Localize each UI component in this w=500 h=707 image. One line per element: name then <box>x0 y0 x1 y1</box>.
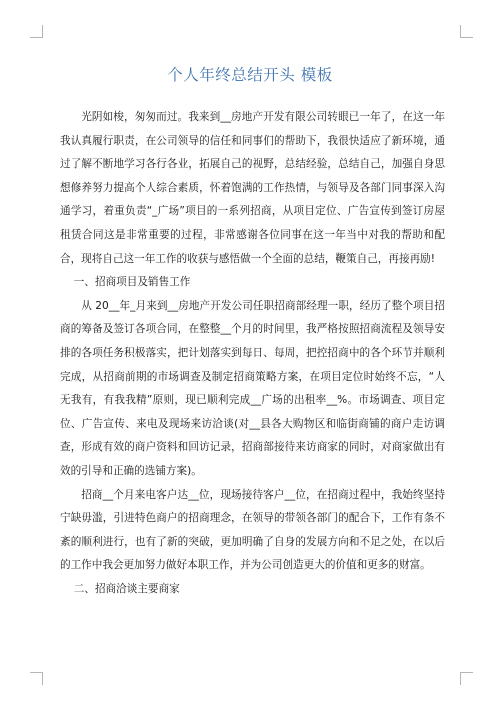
section-heading-1: 一、招商项目及销售工作 <box>73 276 191 289</box>
paragraph-intro: 光阴如梭，匆匆而过。我来到__房地产开发有限公司转眼已一年了，在这一年我认真履行职责，在公司领导的信任和同事们的帮助下，我很快适应了新环境，通过了解不断地学习各行各业，拓展自己的视野，总结经验，总结自己，加强自身思想修养努力提高个人综合素质，怀着饱满的工作热情，与领导及各部门同事深入沟通学习，着重负责“_广场”项目的一系列招商，从项目定位、广告宣传到签订房屋租赁合同这是非常重要的过程，非常感谢各位同事在这一年当中对我的帮助和配合，现将自己这一年工作的收获与感悟做一个全面的总结，鞭策自己，再接再励! <box>60 111 445 265</box>
document-body <box>60 106 445 601</box>
page-corner-mark-top-right <box>460 25 473 38</box>
page-corner-mark-top-left <box>30 25 43 38</box>
paragraph-section-1-body-1: 从 20__年_月来到__房地产开发公司任职招商部经理一职，经历了整个项目招商的筹备及签订各项合同，在整整__个月的时间里，我严格按照招商流程及领导安排的各项任务积极落实，把计划落实到每日、每周，把控招商中的各个环节并顺利完成，从招商前期的市场调查及制定招商策略方案，在项目定位时始终不忘，“人无我有，有我我精”原则，现已顺利完成__广场的出租率__%。市场调查、项目定位、广告宣传、来电及现场来访洽谈(对__县各大购物区和临街商铺的商户走访调查，形成有效的商户资料和回访记录，招商部接待来访商家的同时，对商家做出有效的引导和正确的选铺方案)。 <box>60 299 445 477</box>
paragraph-section-1-body-2: 招商__个月来电客户达__位，现场接待客户__位，在招商过程中，我始终坚持宁缺毋滥，引进特色商户的招商理念，在领导的带领各部门的配合下，工作有条不紊的顺利进行，也有了新的突破，更加明确了自身的发展方向和不足之处，在以后的工作中我会更加努力做好本职工作，并为公司创造更大的价值和更多的财富。 <box>60 488 445 572</box>
page-corner-mark-bottom-right <box>460 672 473 685</box>
page-corner-mark-bottom-left <box>30 672 43 685</box>
document-title: 个人年终总结开头 模板 <box>167 66 333 84</box>
section-heading-2: 二、招商洽谈主要商家 <box>73 582 180 595</box>
